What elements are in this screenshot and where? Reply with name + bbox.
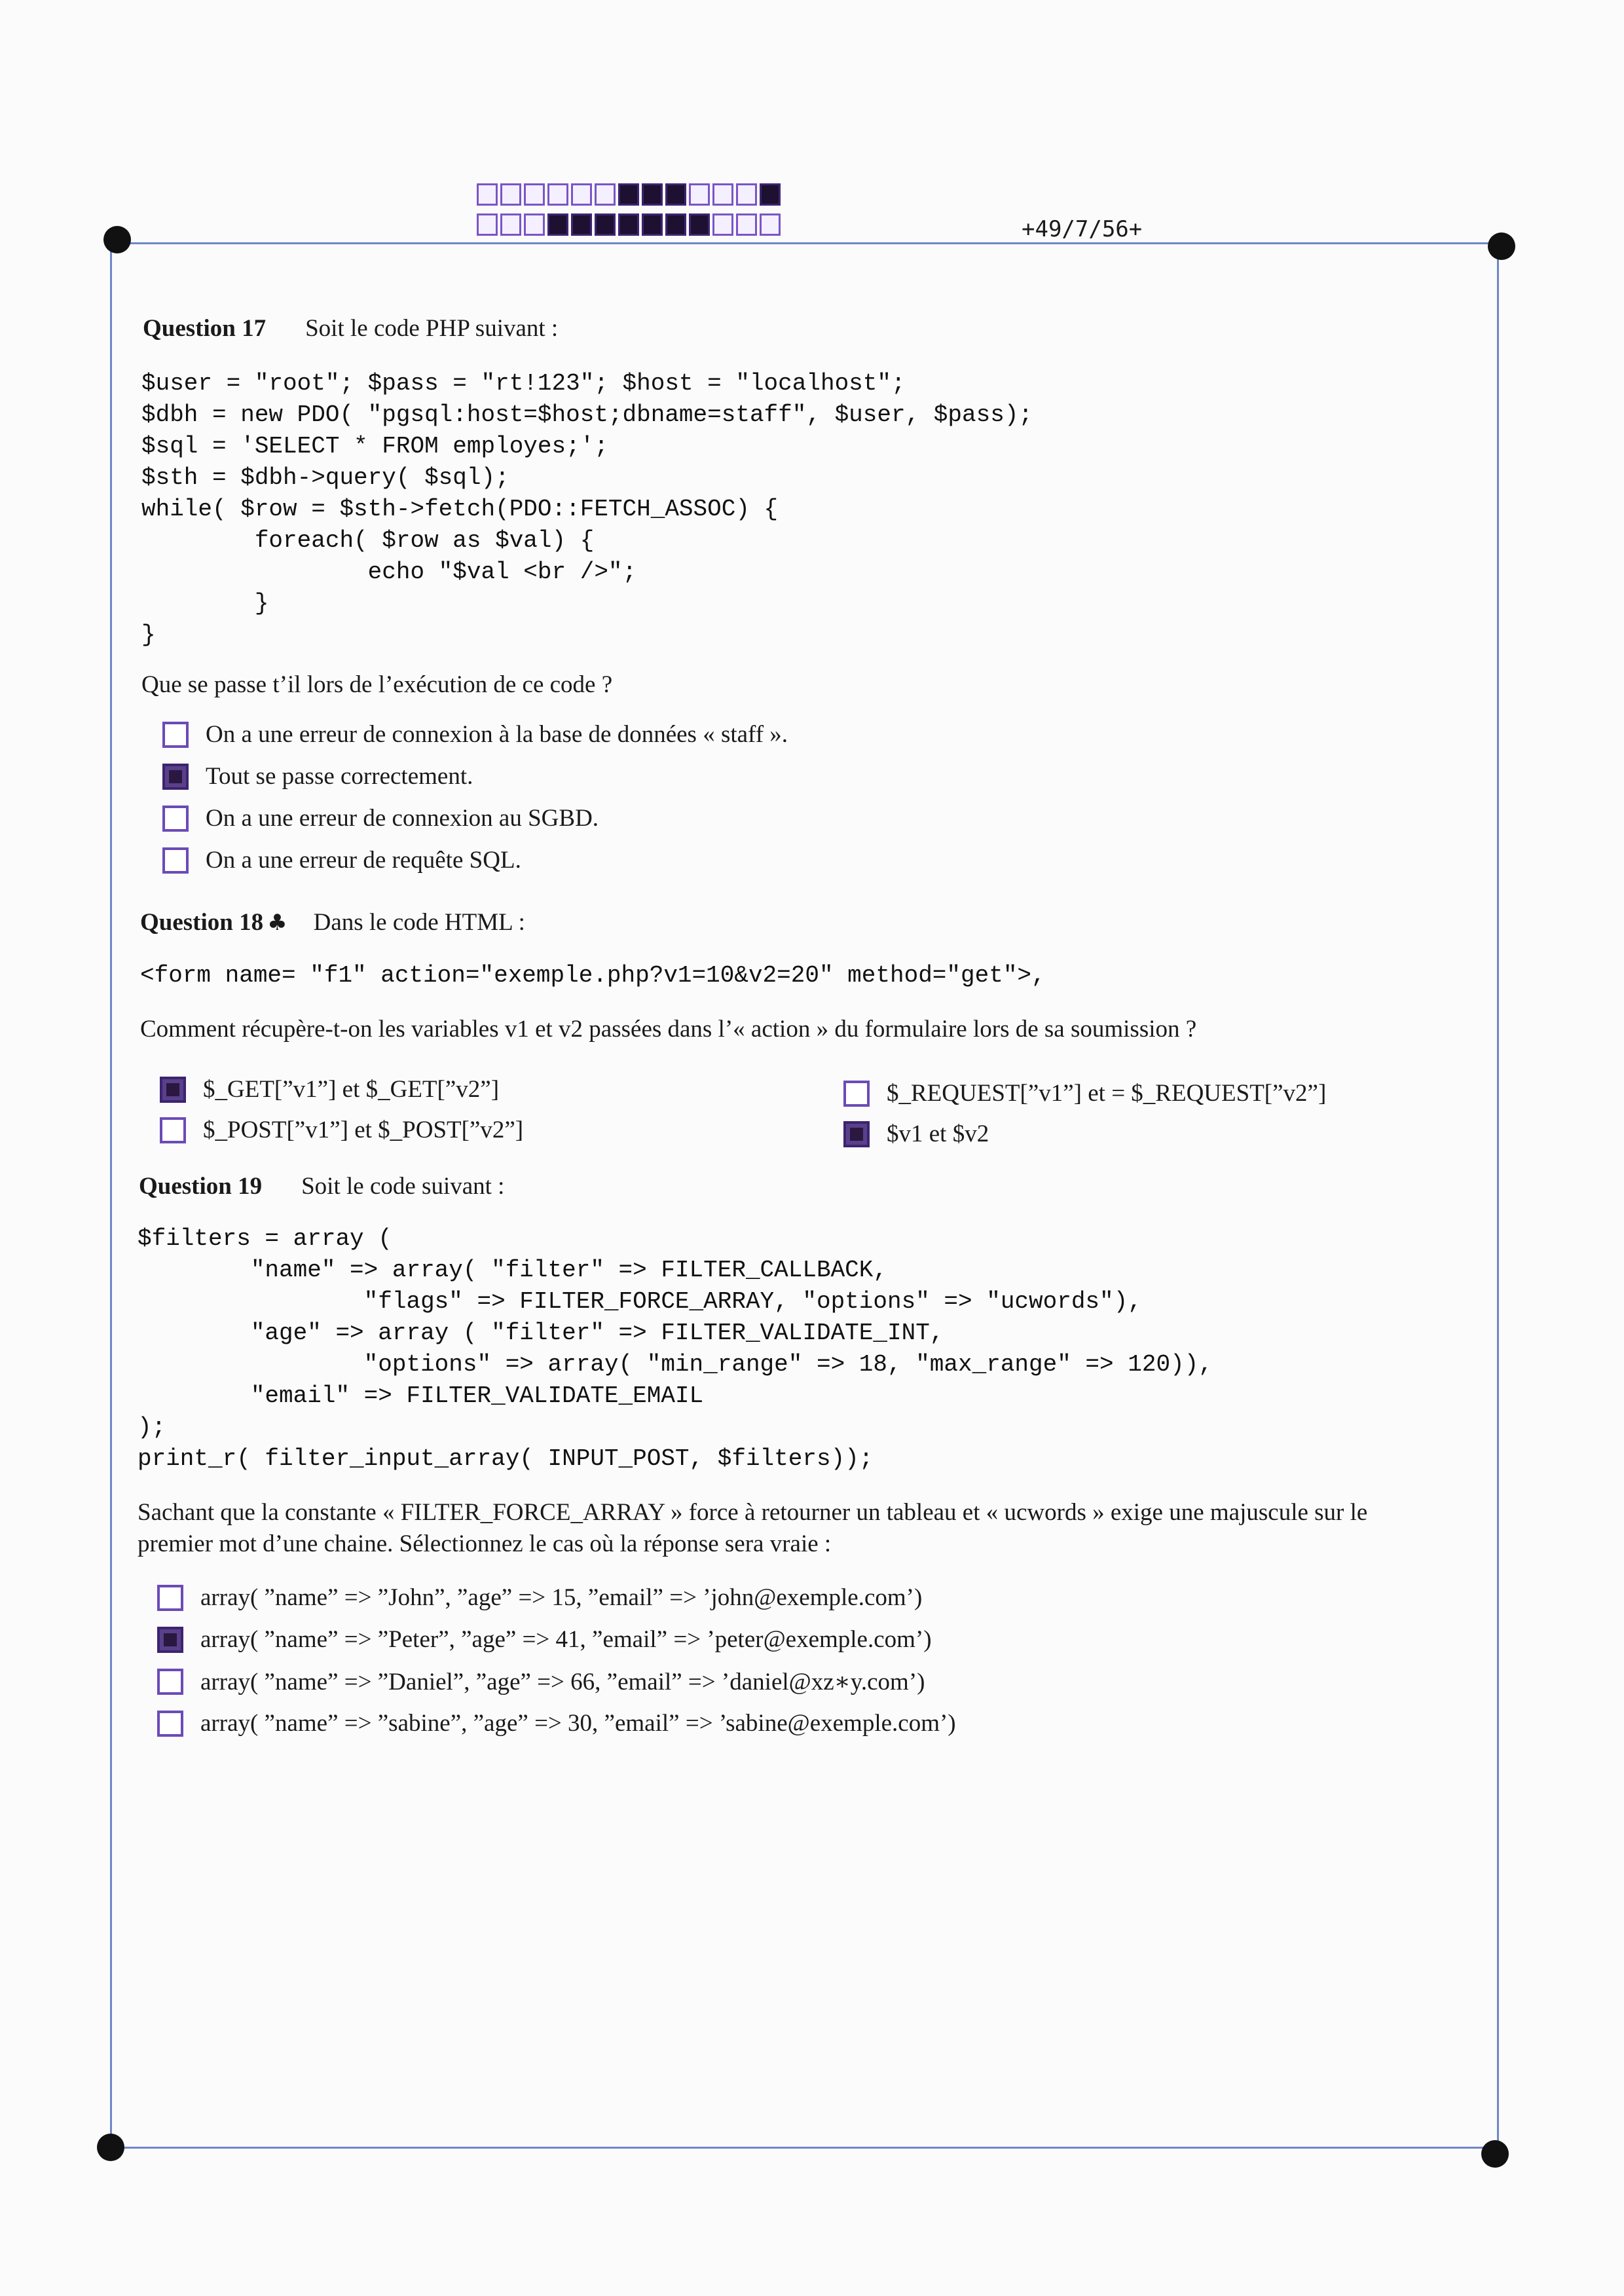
q18-option-3-label: $_REQUEST[”v1”] et = $_REQUEST[”v2”]	[887, 1080, 1327, 1107]
question-17-heading	[143, 314, 558, 343]
barcode-cell	[736, 213, 757, 236]
barcode-cell	[760, 213, 781, 236]
q17-option-2-checkbox[interactable]	[162, 764, 189, 790]
barcode-cell	[618, 183, 639, 206]
barcode-cell	[595, 213, 616, 236]
q19-option-2-checkbox[interactable]	[157, 1627, 183, 1653]
question-19-code: $filters = array ( "name" => array( "filter" => FILTER_CALLBACK, "flags" => FILTER_FORCE_ARRAY, "options" => "ucwords"), "age" => array ( "filter" => FILTER_VALIDATE_INT, "options" => array( "min_range" => 18, "max_range" => 120)), "email" => FILTER_VALIDATE_EMAIL ); print_r( filter_input_array( INPUT_POST, $filters));	[138, 1225, 1213, 1472]
q17-option-3-checkbox[interactable]	[162, 805, 189, 832]
q19-option-4[interactable]	[157, 1709, 956, 1737]
barcode-cell	[547, 213, 568, 236]
barcode-row-1	[477, 183, 781, 206]
barcode-cell	[689, 213, 710, 236]
corner-mark-bottom-left	[97, 2134, 124, 2161]
question-19-heading	[139, 1172, 504, 1200]
barcode-cell	[712, 183, 733, 206]
q17-option-2-label: Tout se passe correctement.	[206, 763, 473, 790]
page-code: +49/7/56+	[1022, 216, 1143, 242]
corner-mark-top-right	[1488, 232, 1515, 260]
barcode-cell	[524, 183, 545, 206]
barcode-cell	[665, 183, 686, 206]
barcode-cell	[618, 213, 639, 236]
barcode-cell	[524, 213, 545, 236]
q17-option-4-label: On a une erreur de requête SQL.	[206, 847, 521, 874]
q19-option-3-label: array( ”name” => ”Daniel”, ”age” => 66, ”email” => ’daniel@xz∗y.com’)	[200, 1669, 925, 1695]
q17-option-4[interactable]	[162, 846, 521, 874]
barcode-row-2	[477, 213, 781, 236]
question-18-text: Dans le code HTML :	[313, 909, 525, 936]
barcode-cell	[712, 213, 733, 236]
frame-top-line	[118, 242, 1500, 244]
q17-option-4-checkbox[interactable]	[162, 847, 189, 874]
frame-right-line	[1497, 249, 1499, 2148]
q18-option-1[interactable]	[160, 1075, 499, 1103]
q19-option-1-checkbox[interactable]	[157, 1585, 183, 1611]
question-18-label: Question 18	[140, 909, 264, 936]
question-19-prompt-line-1: Sachant que la constante « FILTER_FORCE_ARRAY » force à retourner un tableau et « ucwords » exige une majuscule sur le	[138, 1499, 1368, 1526]
q18-option-4[interactable]	[843, 1120, 989, 1148]
barcode-cell	[689, 183, 710, 206]
q18-option-4-checkbox[interactable]	[843, 1121, 870, 1147]
q19-option-1-label: array( ”name” => ”John”, ”age” => 15, ”email” => ’john@exemple.com’)	[200, 1584, 923, 1611]
q18-option-1-label: $_GET[”v1”] et $_GET[”v2”]	[203, 1076, 500, 1103]
barcode-cell	[571, 183, 592, 206]
q17-option-1-label: On a une erreur de connexion à la base de données « staff ».	[206, 721, 788, 748]
question-19-label: Question 19	[139, 1173, 263, 1200]
barcode-cell	[642, 183, 663, 206]
q19-option-3-checkbox[interactable]	[157, 1669, 183, 1695]
question-17-prompt: Que se passe t’il lors de l’exécution de ce code ?	[141, 671, 613, 698]
question-19-text: Soit le code suivant :	[301, 1173, 505, 1200]
question-18-prompt: Comment récupère-t-on les variables v1 et v2 passées dans l’« action » du formulaire lors de sa soumission ?	[140, 1016, 1197, 1043]
barcode-cell	[477, 183, 498, 206]
barcode-cell	[500, 213, 521, 236]
question-17-code: $user = "root"; $pass = "rt!123"; $host = "localhost"; $dbh = new PDO( "pgsql:host=$host;dbname=staff", $user, $pass); $sql = 'SELECT * FROM employes;'; $sth = $dbh->query( $sql); while( $row = $sth->fetch(PDO::FETCH_ASSOC) { foreach( $row as $val) { echo "$val <br />"; } }	[141, 370, 1033, 648]
q18-option-1-checkbox[interactable]	[160, 1077, 186, 1103]
frame-left-line	[110, 249, 112, 2148]
q17-option-3[interactable]	[162, 804, 599, 832]
barcode-cell	[665, 213, 686, 236]
club-icon: ♣	[267, 910, 287, 936]
question-19-prompt	[138, 1497, 1367, 1560]
q19-option-4-label: array( ”name” => ”sabine”, ”age” => 30, ”email” => ’sabine@exemple.com’)	[200, 1710, 956, 1737]
q17-option-2[interactable]	[162, 762, 473, 790]
q17-option-3-label: On a une erreur de connexion au SGBD.	[206, 805, 599, 832]
barcode-cell	[642, 213, 663, 236]
q17-option-1-checkbox[interactable]	[162, 722, 189, 748]
question-19-prompt-line-2: premier mot d’une chaine. Sélectionnez le cas où la réponse sera vraie :	[138, 1530, 832, 1557]
barcode-cell	[736, 183, 757, 206]
q18-option-2-checkbox[interactable]	[160, 1117, 186, 1143]
question-18-code: <form name= "f1" action="exemple.php?v1=10&v2=20" method="get">,	[140, 962, 1046, 989]
barcode-cell	[547, 183, 568, 206]
frame-bottom-line	[118, 2147, 1500, 2149]
corner-mark-top-left	[103, 226, 131, 253]
q18-option-2-label: $_POST[”v1”] et $_POST[”v2”]	[203, 1117, 524, 1143]
question-17-text: Soit le code PHP suivant :	[305, 315, 559, 342]
barcode-cell	[760, 183, 781, 206]
question-18-heading	[140, 908, 525, 936]
q18-option-3-checkbox[interactable]	[843, 1081, 870, 1107]
barcode-cell	[477, 213, 498, 236]
q18-option-2[interactable]	[160, 1116, 523, 1144]
q19-option-3[interactable]	[157, 1667, 925, 1696]
barcode-cell	[571, 213, 592, 236]
q18-option-3[interactable]	[843, 1079, 1326, 1107]
q19-option-2-label: array( ”name” => ”Peter”, ”age” => 41, ”email” => ’peter@exemple.com’)	[200, 1626, 932, 1653]
barcode-cell	[500, 183, 521, 206]
q18-option-4-label: $v1 et $v2	[887, 1120, 989, 1147]
q17-option-1[interactable]	[162, 720, 788, 749]
barcode-cell	[595, 183, 616, 206]
q19-option-4-checkbox[interactable]	[157, 1711, 183, 1737]
corner-mark-bottom-right	[1481, 2140, 1509, 2168]
question-17-label: Question 17	[143, 315, 267, 342]
q19-option-2[interactable]	[157, 1625, 932, 1654]
q19-option-1[interactable]	[157, 1583, 922, 1612]
